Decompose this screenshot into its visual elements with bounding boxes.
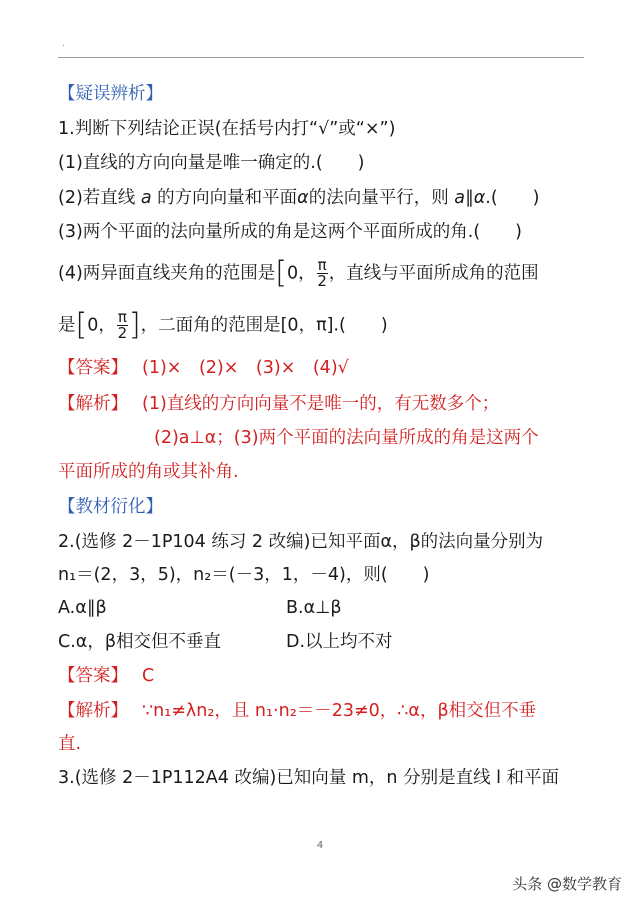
analysis-2-line-1 xyxy=(58,697,536,725)
item-2-text-b: 的方向向量和平面 xyxy=(151,188,298,208)
header-rule xyxy=(58,57,584,58)
question-1-stem: 1.判断下列结论正误(在括号内打“√”或“×”) xyxy=(58,119,396,139)
answer-2 xyxy=(58,662,154,690)
analysis-2-text-1: ∵n₁≠λn₂，且 n₁·n₂＝－23≠0，∴α，β相交但不垂 xyxy=(142,701,537,721)
option-b: B.α⊥β xyxy=(286,598,342,618)
question-1-item-3: (3)两个平面的法向量所成的角是这两个平面所成的角.( ) xyxy=(58,222,523,242)
header-dot: . xyxy=(62,38,66,49)
analysis-1-line-3: 平面所成的角或其补角. xyxy=(58,462,239,482)
question-1-item-4 xyxy=(58,255,539,291)
item-4-text-d: 是 xyxy=(58,315,76,336)
fraction-denominator: 2 xyxy=(317,272,327,290)
item-2-var-alpha: α xyxy=(297,188,309,208)
answer-2-label: 【答案】 xyxy=(58,666,128,686)
analysis-2-line-2: 直. xyxy=(58,734,82,754)
bracket-close-2: ] xyxy=(128,307,141,343)
item-4-text-c: ，直线与平面所成角的范围 xyxy=(328,263,539,284)
fraction-pi-over-2-b xyxy=(117,310,128,341)
item-2-text-e: .( ) xyxy=(485,188,540,208)
watermark: 头条 @数学教育 xyxy=(512,875,622,893)
item-2-parallel: ∥ xyxy=(465,188,474,208)
item-4-text-f: ，二面角的范围是[0，π].( ) xyxy=(140,315,388,336)
answer-2-text: C xyxy=(142,666,155,686)
section-title-error-analysis: 【疑误辨析】 xyxy=(58,84,163,104)
item-4-text-e: 0， xyxy=(87,315,116,336)
question-2-vectors: n₁＝(2，3，5)，n₂＝(－3，1，－4)，则( ) xyxy=(58,565,430,585)
bracket-open: [ xyxy=(275,255,288,291)
section-title-textbook: 【教材衍化】 xyxy=(58,497,163,517)
item-2-var-a2: a xyxy=(454,188,465,208)
answer-label: 【答案】 xyxy=(58,358,128,378)
analysis-1-text-1: (1)直线的方向向量不是唯一的，有无数多个； xyxy=(142,394,500,414)
option-c: C.α，β相交但不垂直 xyxy=(58,632,221,652)
answer-1 xyxy=(58,354,349,382)
fraction-pi-over-2 xyxy=(317,258,328,289)
item-2-text-a: (2)若直线 xyxy=(58,188,141,208)
option-d: D.以上均不对 xyxy=(286,632,393,652)
question-1-item-2 xyxy=(58,184,540,212)
question-2-stem: 2.(选修 2－1P104 练习 2 改编)已知平面α，β的法向量分别为 xyxy=(58,532,544,552)
analysis-1-line-1 xyxy=(58,390,499,418)
question-1-item-4-cont xyxy=(58,307,388,343)
question-1-item-1: (1)直线的方向向量是唯一确定的.( ) xyxy=(58,153,365,173)
item-4-text-b: 0， xyxy=(287,263,316,284)
fraction-numerator: π xyxy=(317,256,327,274)
analysis-2-label: 【解析】 xyxy=(58,701,128,721)
option-a: A.α∥β xyxy=(58,598,107,618)
analysis-1-line-2: (2)a⊥α；(3)两个平面的法向量所成的角是这两个 xyxy=(154,428,539,448)
question-3-stem: 3.(选修 2－1P112A4 改编)已知向量 m，n 分别是直线 l 和平面 xyxy=(58,768,560,788)
fraction-numerator-b: π xyxy=(117,308,127,326)
item-4-text-a: (4)两异面直线夹角的范围是 xyxy=(58,263,276,284)
page-number: 4 xyxy=(316,840,324,851)
answer-1-text: (1)× (2)× (3)× (4)√ xyxy=(142,358,349,378)
item-2-text-c: 的法向量平行，则 xyxy=(308,188,455,208)
analysis-label: 【解析】 xyxy=(58,394,128,414)
fraction-denominator-b: 2 xyxy=(117,324,128,342)
item-2-var-alpha2: α xyxy=(473,188,486,208)
bracket-open-2: [ xyxy=(75,307,88,343)
item-2-var-a: a xyxy=(140,188,152,208)
